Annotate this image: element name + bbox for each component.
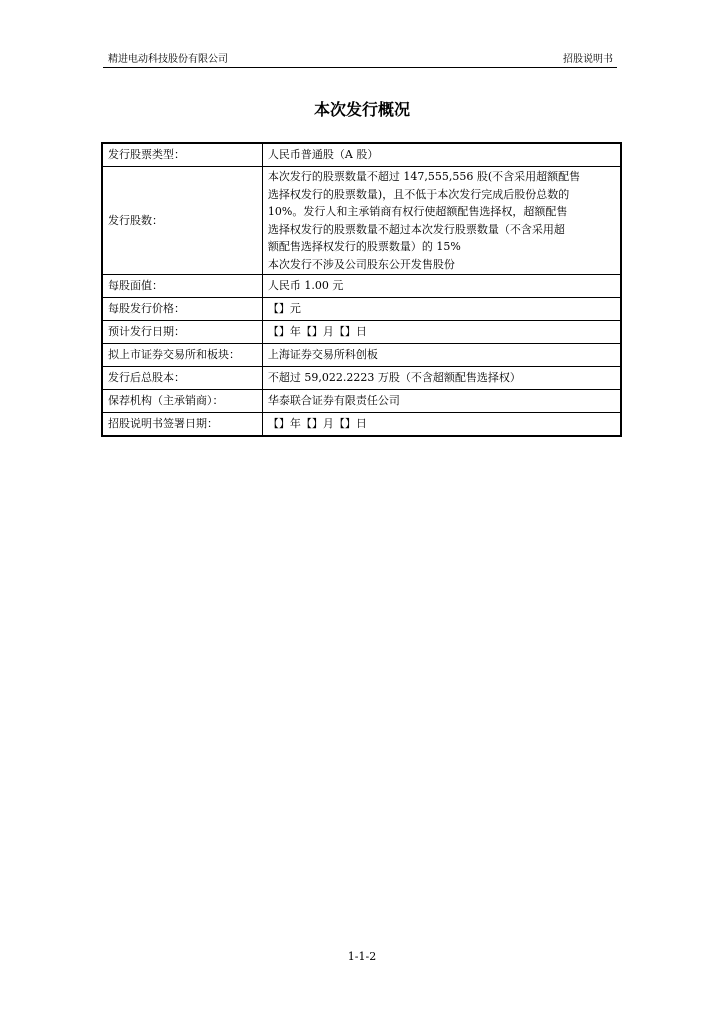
row-label: 拟上市证券交易所和板块：: [102, 344, 262, 367]
table-row: [102, 167, 621, 275]
table-row: [102, 275, 621, 298]
table-row: [102, 321, 621, 344]
value-line: 选择权发行的股票数量不超过本次发行股票数量（不含采用超: [267, 222, 565, 236]
offering-overview-table: [101, 142, 622, 437]
page-title: 本次发行概况: [313, 100, 410, 119]
row-label: 每股发行价格：: [102, 298, 262, 321]
row-value: 不超过 59,022.2223 万股（不含超额配售选择权）: [262, 367, 621, 390]
row-label: 每股面值：: [102, 275, 262, 298]
page-number: 1-1-2: [347, 950, 377, 963]
value-line: 本次发行不涉及公司股东公开发售股份: [267, 257, 455, 271]
row-value: 【】年【】月【】日: [262, 321, 621, 344]
header-document-type: 招股说明书: [563, 54, 613, 65]
row-label: 预计发行日期：: [102, 321, 262, 344]
row-label: 发行股票类型：: [102, 143, 262, 167]
value-line: 10%。发行人和主承销商有权行使超额配售选择权，超额配售: [267, 205, 568, 218]
table-row: [102, 367, 621, 390]
row-value: 人民币普通股（A 股）: [262, 143, 621, 167]
row-value: 人民币 1.00 元: [262, 275, 621, 298]
row-label: 保荐机构（主承销商）：: [102, 390, 262, 413]
page-header: [103, 50, 617, 66]
header-company-name: 精进电动科技股份有限公司: [108, 54, 228, 65]
row-value: 【】元: [262, 298, 621, 321]
value-line: 选择权发行的股票数量)，且不低于本次发行完成后股份总数的: [267, 187, 570, 201]
value-line: 额配售选择权发行的股票数量）的 15%: [267, 240, 461, 253]
table-row: [102, 143, 621, 167]
table-row: [102, 413, 621, 437]
row-value: 上海证券交易所科创板: [262, 344, 621, 367]
value-line: 本次发行的股票数量不超过 147,555,556 股(不含采用超额配售: [267, 170, 581, 183]
row-value: [262, 167, 621, 275]
row-value: 【】年【】月【】日: [262, 413, 621, 437]
row-label: 发行后总股本：: [102, 367, 262, 390]
row-label: 发行股数：: [102, 167, 262, 275]
row-label: 招股说明书签署日期：: [102, 413, 262, 437]
table-row: [102, 298, 621, 321]
table-row: [102, 344, 621, 367]
header-divider: [103, 67, 617, 68]
table-row: [102, 390, 621, 413]
row-value: 华泰联合证券有限责任公司: [262, 390, 621, 413]
